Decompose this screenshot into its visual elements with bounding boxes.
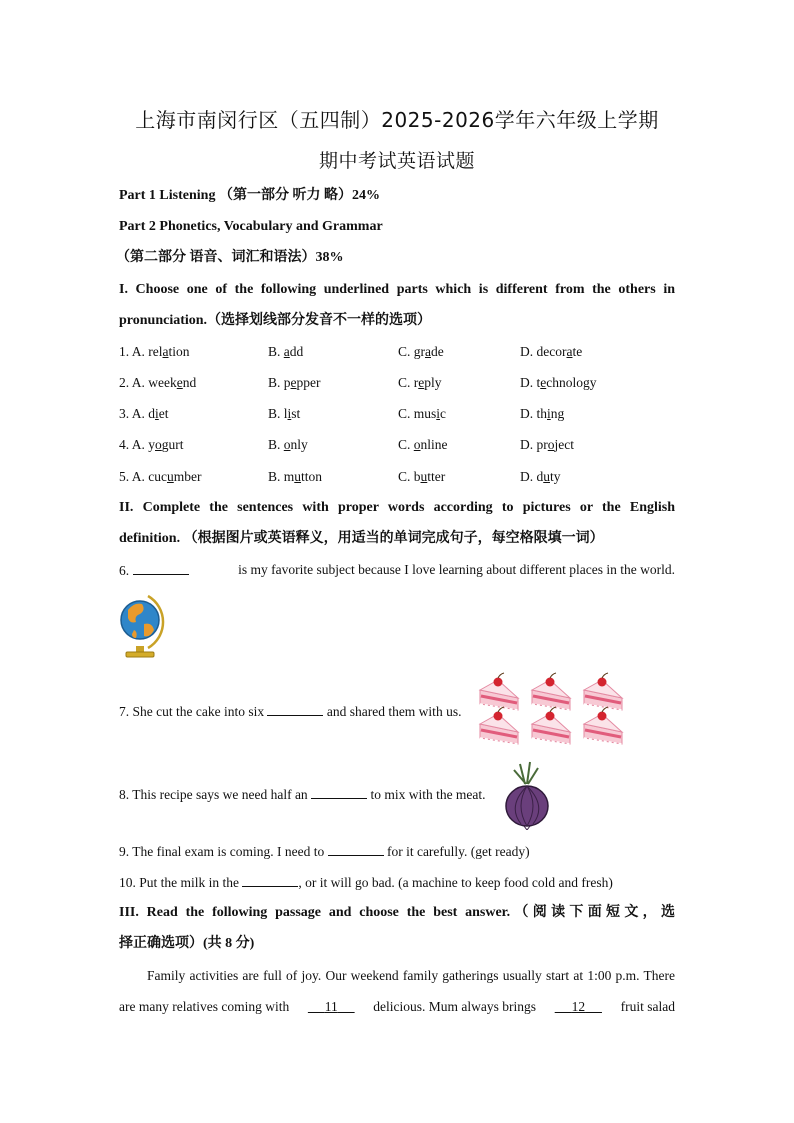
answer-blank-7[interactable]: [267, 701, 323, 716]
option-text: mber: [173, 469, 202, 484]
underlined-letters: u: [420, 469, 428, 484]
question-10-suffix: , or it will go bad. (a machine to keep food cold and fresh): [298, 875, 613, 890]
option-text: 3. A. d: [119, 406, 156, 421]
question-9-prefix: 9. The final exam is coming. I need to: [119, 844, 325, 859]
option-text: st: [291, 406, 301, 421]
question-8: [119, 784, 486, 805]
part1-heading: Part 1 Listening （第一部分 听力 略）24%: [119, 188, 380, 203]
question-7-prefix: 7. She cut the cake into six: [119, 704, 265, 719]
page-subtitle: 期中考试英语试题: [318, 150, 475, 172]
question-1-option-B[interactable]: [268, 342, 303, 362]
option-text: C. gr: [398, 344, 425, 359]
underlined-letters: u: [167, 469, 174, 484]
part2-heading: Part 2 Phonetics, Vocabulary and Grammar: [119, 219, 383, 234]
option-text: D. t: [520, 375, 541, 390]
question-3-option-C[interactable]: [398, 404, 446, 424]
section3-heading: III. Read the following passage and choose the best answer.（阅读下面短文，选: [119, 905, 675, 920]
option-text: c: [440, 406, 447, 421]
globe-icon: [118, 590, 166, 662]
question-4-option-D[interactable]: [520, 435, 574, 455]
underlined-letters: o: [155, 437, 162, 452]
underlined-letters: i: [155, 406, 159, 421]
underlined-letters: o: [283, 437, 291, 452]
question-3-option-D[interactable]: [520, 404, 564, 424]
question-7: [119, 701, 461, 722]
answer-blank-12[interactable]: [555, 997, 602, 1017]
underlined-letters: a: [283, 344, 290, 359]
question-1-option-D[interactable]: [520, 342, 582, 362]
underlined-letters: u: [294, 469, 302, 484]
section2-heading: II. Complete the sentences with proper words according to pictures or the English: [119, 500, 675, 515]
underlined-letters: e: [290, 375, 297, 390]
answer-blank-10[interactable]: [242, 872, 298, 887]
section1-heading: I. Choose one of the following underlined parts which is different from the others in: [119, 282, 675, 297]
passage-text-a: are many relatives coming with: [119, 999, 290, 1014]
underlined-letters: u: [543, 469, 550, 484]
option-text: ject: [554, 437, 574, 452]
option-text: C.: [398, 437, 414, 452]
underlined-letters: e: [540, 375, 547, 390]
question-1-option-A[interactable]: [119, 342, 190, 362]
option-text: pper: [296, 375, 321, 390]
question-6-text: is my favorite subject because I love learning about different places in the world.: [238, 562, 675, 577]
underlined-letters: i: [547, 406, 551, 421]
question-10: [119, 872, 613, 893]
passage-text-b: delicious. Mum always brings: [373, 999, 537, 1014]
answer-blank-9[interactable]: [328, 841, 384, 856]
option-text: de: [431, 344, 444, 359]
question-1-option-C[interactable]: [398, 342, 444, 362]
question-2-option-A[interactable]: [119, 373, 196, 393]
underlined-letters: a: [425, 344, 431, 359]
option-text: B.: [268, 437, 284, 452]
option-text: C. b: [398, 469, 421, 484]
option-text: D. th: [520, 406, 547, 421]
option-text: et: [158, 406, 169, 421]
part2-subheading: （第二部分 语音、词汇和语法）38%: [116, 250, 344, 265]
underlined-letters: i: [287, 406, 292, 421]
question-9: [119, 841, 530, 862]
underlined-letters: e: [176, 375, 183, 390]
option-text: B. m: [268, 469, 295, 484]
option-text: 1. A. rel: [119, 344, 163, 359]
option-text: gurt: [161, 437, 184, 452]
option-text: dd: [289, 344, 304, 359]
question-8-prefix: 8. This recipe says we need half an: [119, 787, 308, 802]
option-text: ty: [550, 469, 561, 484]
option-text: nly: [290, 437, 308, 452]
cake-slices-image: [474, 670, 630, 750]
question-6: [119, 560, 675, 581]
section1-heading-cont: pronunciation.（选择划线部分发音不一样的选项）: [119, 313, 432, 328]
onion-icon: [500, 760, 554, 830]
section2-heading-cont: definition. （根据图片或英语释义，用适当的单词完成句子，每空格限填一词）: [119, 531, 604, 546]
option-text: nd: [182, 375, 197, 390]
question-2-option-C[interactable]: [398, 373, 442, 393]
question-3-option-A[interactable]: [119, 404, 169, 424]
option-text: D. pr: [520, 437, 548, 452]
option-text: tter: [427, 469, 446, 484]
answer-blank-11[interactable]: [308, 997, 355, 1017]
option-text: tton: [301, 469, 323, 484]
blank-12-number: 12: [571, 999, 586, 1014]
option-text: ply: [424, 375, 442, 390]
question-4-option-B[interactable]: [268, 435, 308, 455]
underlined-letters: o: [413, 437, 421, 452]
question-8-suffix: to mix with the meat.: [370, 787, 486, 802]
underlined-letters: i: [436, 406, 441, 421]
option-text: 4. A. y: [119, 437, 156, 452]
answer-blank-8[interactable]: [311, 784, 367, 799]
option-text: nline: [420, 437, 448, 452]
option-text: D. d: [520, 469, 544, 484]
option-text: B. p: [268, 375, 291, 390]
question-3-option-B[interactable]: [268, 404, 300, 424]
passage-line-2: [119, 997, 675, 1017]
option-text: B.: [268, 344, 284, 359]
question-5-option-A[interactable]: [119, 467, 202, 487]
passage-text-c: fruit salad: [620, 999, 675, 1014]
underlined-letters: o: [547, 437, 555, 452]
option-text: 2. A. week: [119, 375, 177, 390]
section3-heading-cont: 择正确选项）(共 8 分): [119, 936, 255, 951]
option-text: 5. A. cuc: [119, 469, 167, 484]
option-text: te: [572, 344, 583, 359]
question-2-option-B[interactable]: [268, 373, 321, 393]
question-5-option-C[interactable]: [398, 467, 445, 487]
underlined-letters: a: [162, 344, 169, 359]
question-2-option-D[interactable]: [520, 373, 597, 393]
page-title: 上海市南闵行区（五四制）2025-2026学年六年级上学期: [135, 108, 659, 132]
option-text: C. mus: [398, 406, 437, 421]
passage-line-1: Family activities are full of joy. Our weekend family gatherings usually start at 1:00 p.m. There: [147, 968, 675, 983]
question-10-prefix: 10. Put the milk in the: [119, 875, 239, 890]
option-text: B. l: [268, 406, 288, 421]
underlined-letters: e: [418, 375, 425, 390]
answer-blank-6[interactable]: [133, 560, 189, 575]
option-text: tion: [168, 344, 190, 359]
question-6-number: 6.: [119, 563, 130, 578]
option-text: ng: [550, 406, 565, 421]
question-4-option-A[interactable]: [119, 435, 184, 455]
option-text: D. decor: [520, 344, 567, 359]
option-text: chnology: [546, 375, 597, 390]
question-5-option-B[interactable]: [268, 467, 322, 487]
question-5-option-D[interactable]: [520, 467, 561, 487]
question-7-suffix: and shared them with us.: [326, 704, 462, 719]
question-9-suffix: for it carefully. (get ready): [386, 844, 530, 859]
question-4-option-C[interactable]: [398, 435, 448, 455]
underlined-letters: a: [566, 344, 573, 359]
option-text: C. r: [398, 375, 419, 390]
blank-11-number: 11: [324, 999, 338, 1014]
